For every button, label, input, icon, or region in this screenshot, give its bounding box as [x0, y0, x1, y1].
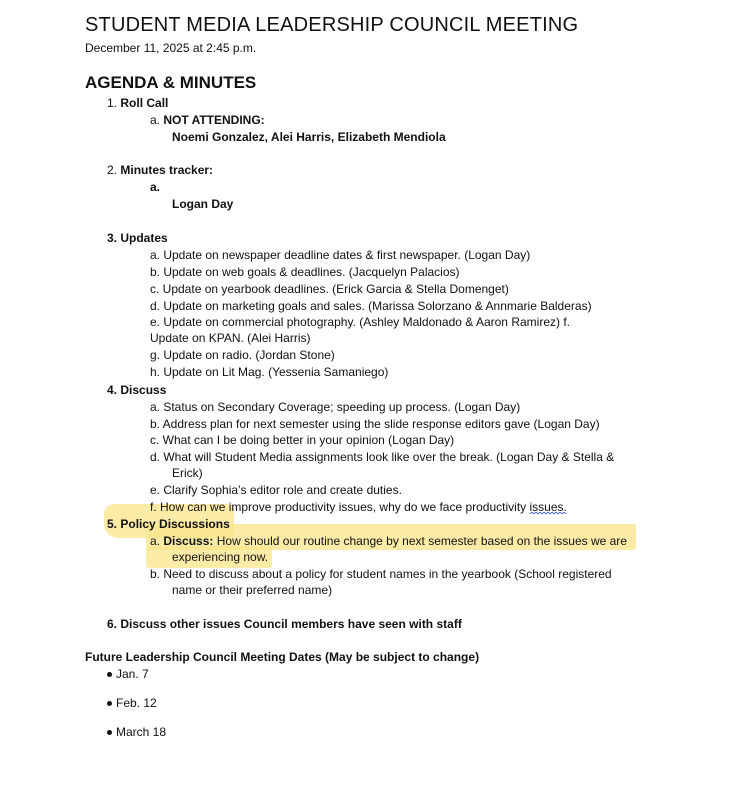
agenda-item-6: [107, 617, 462, 632]
agenda-item-2: [107, 163, 213, 178]
minutes-sub-a-label: a.: [150, 180, 161, 194]
agenda-item-1: [107, 96, 168, 111]
absent-names: Noemi Gonzalez, Alei Harris, Elizabeth Mendiola: [172, 130, 446, 144]
date-text: March 18: [116, 725, 167, 739]
policy-b-cont: name or their preferred name): [172, 583, 333, 597]
discuss-e: e. Clarify Sophia’s editor role and create duties.: [150, 483, 402, 497]
future-dates-heading: Future Leadership Council Meeting Dates (May be subject to change): [85, 650, 480, 664]
discuss-d: d. What will Student Media assignments look like over the break. (Logan Day & Stella &: [150, 450, 615, 464]
section-heading: AGENDA & MINUTES: [85, 73, 257, 92]
update-h: h. Update on Lit Mag. (Yessenia Samaniego): [150, 365, 389, 379]
update-b: b. Update on web goals & deadlines. (Jacquelyn Palacios): [150, 265, 460, 279]
date-list-item: [107, 696, 157, 711]
bullet-icon: [107, 701, 112, 706]
spellcheck-underline: [530, 512, 566, 515]
discuss-f: f. How can we improve productivity issues, why do we face productivity issues.: [150, 500, 567, 514]
minutes-tracker-name: Logan Day: [172, 197, 234, 211]
item-title: Policy Discussions: [120, 517, 230, 531]
item-title: Discuss other issues Council members have seen with staff: [120, 617, 462, 631]
item-number: 5.: [107, 517, 118, 531]
item-number: 4.: [107, 383, 118, 397]
discuss-a: a. Status on Secondary Coverage; speeding up process. (Logan Day): [150, 400, 521, 414]
discuss-b: b. Address plan for next semester using the slide response editors gave (Logan Day): [150, 417, 600, 431]
policy-a-text: How should our routine change by next semester based on the issues we are: [216, 534, 627, 548]
discuss-label: Discuss:: [163, 534, 214, 548]
update-a: a. Update on newspaper deadline dates & first newspaper. (Logan Day): [150, 248, 531, 262]
item-number: 1.: [107, 96, 118, 110]
agenda-item-5: [107, 517, 230, 532]
date-text: Jan. 7: [116, 667, 149, 681]
bullet-icon: [107, 672, 112, 677]
update-c: c. Update on yearbook deadlines. (Erick Garcia & Stella Domenget): [150, 282, 509, 296]
policy-b: b. Need to discuss about a policy for student names in the yearbook (School registered: [150, 567, 612, 581]
update-e: e. Update on commercial photography. (Ashley Maldonado & Aaron Ramirez) f.: [150, 315, 570, 329]
item-title: Roll Call: [120, 96, 169, 110]
policy-a: [150, 534, 627, 549]
roll-call-sub-a: [150, 113, 265, 128]
item-number: 2.: [107, 163, 118, 177]
policy-a-cont: experiencing now.: [172, 550, 269, 564]
item-title: Discuss: [120, 383, 167, 397]
bullet-icon: [107, 730, 112, 735]
discuss-c: c. What can I be doing better in your opinion (Logan Day): [150, 433, 455, 447]
agenda-item-3: [107, 231, 168, 246]
not-attending-label: NOT ATTENDING:: [163, 113, 265, 127]
update-d: d. Update on marketing goals and sales. (Marissa Solorzano & Annmarie Balderas): [150, 299, 592, 313]
sub-label: a.: [150, 113, 161, 127]
date-text: Feb. 12: [116, 696, 157, 710]
date-list-item: [107, 725, 166, 740]
item-number: 3.: [107, 231, 118, 245]
sub-label: a.: [150, 534, 161, 548]
update-e-cont: Update on KPAN. (Alei Harris): [150, 331, 311, 345]
agenda-item-4: [107, 383, 166, 398]
item-title: Updates: [120, 231, 168, 245]
meeting-date: December 11, 2025 at 2:45 p.m.: [85, 41, 257, 55]
page-title: STUDENT MEDIA LEADERSHIP COUNCIL MEETING: [85, 14, 579, 36]
item-number: 6.: [107, 617, 118, 631]
item-title: Minutes tracker:: [120, 163, 214, 177]
update-g: g. Update on radio. (Jordan Stone): [150, 348, 335, 362]
discuss-d-cont: Erick): [172, 466, 203, 480]
date-list-item: [107, 667, 149, 682]
